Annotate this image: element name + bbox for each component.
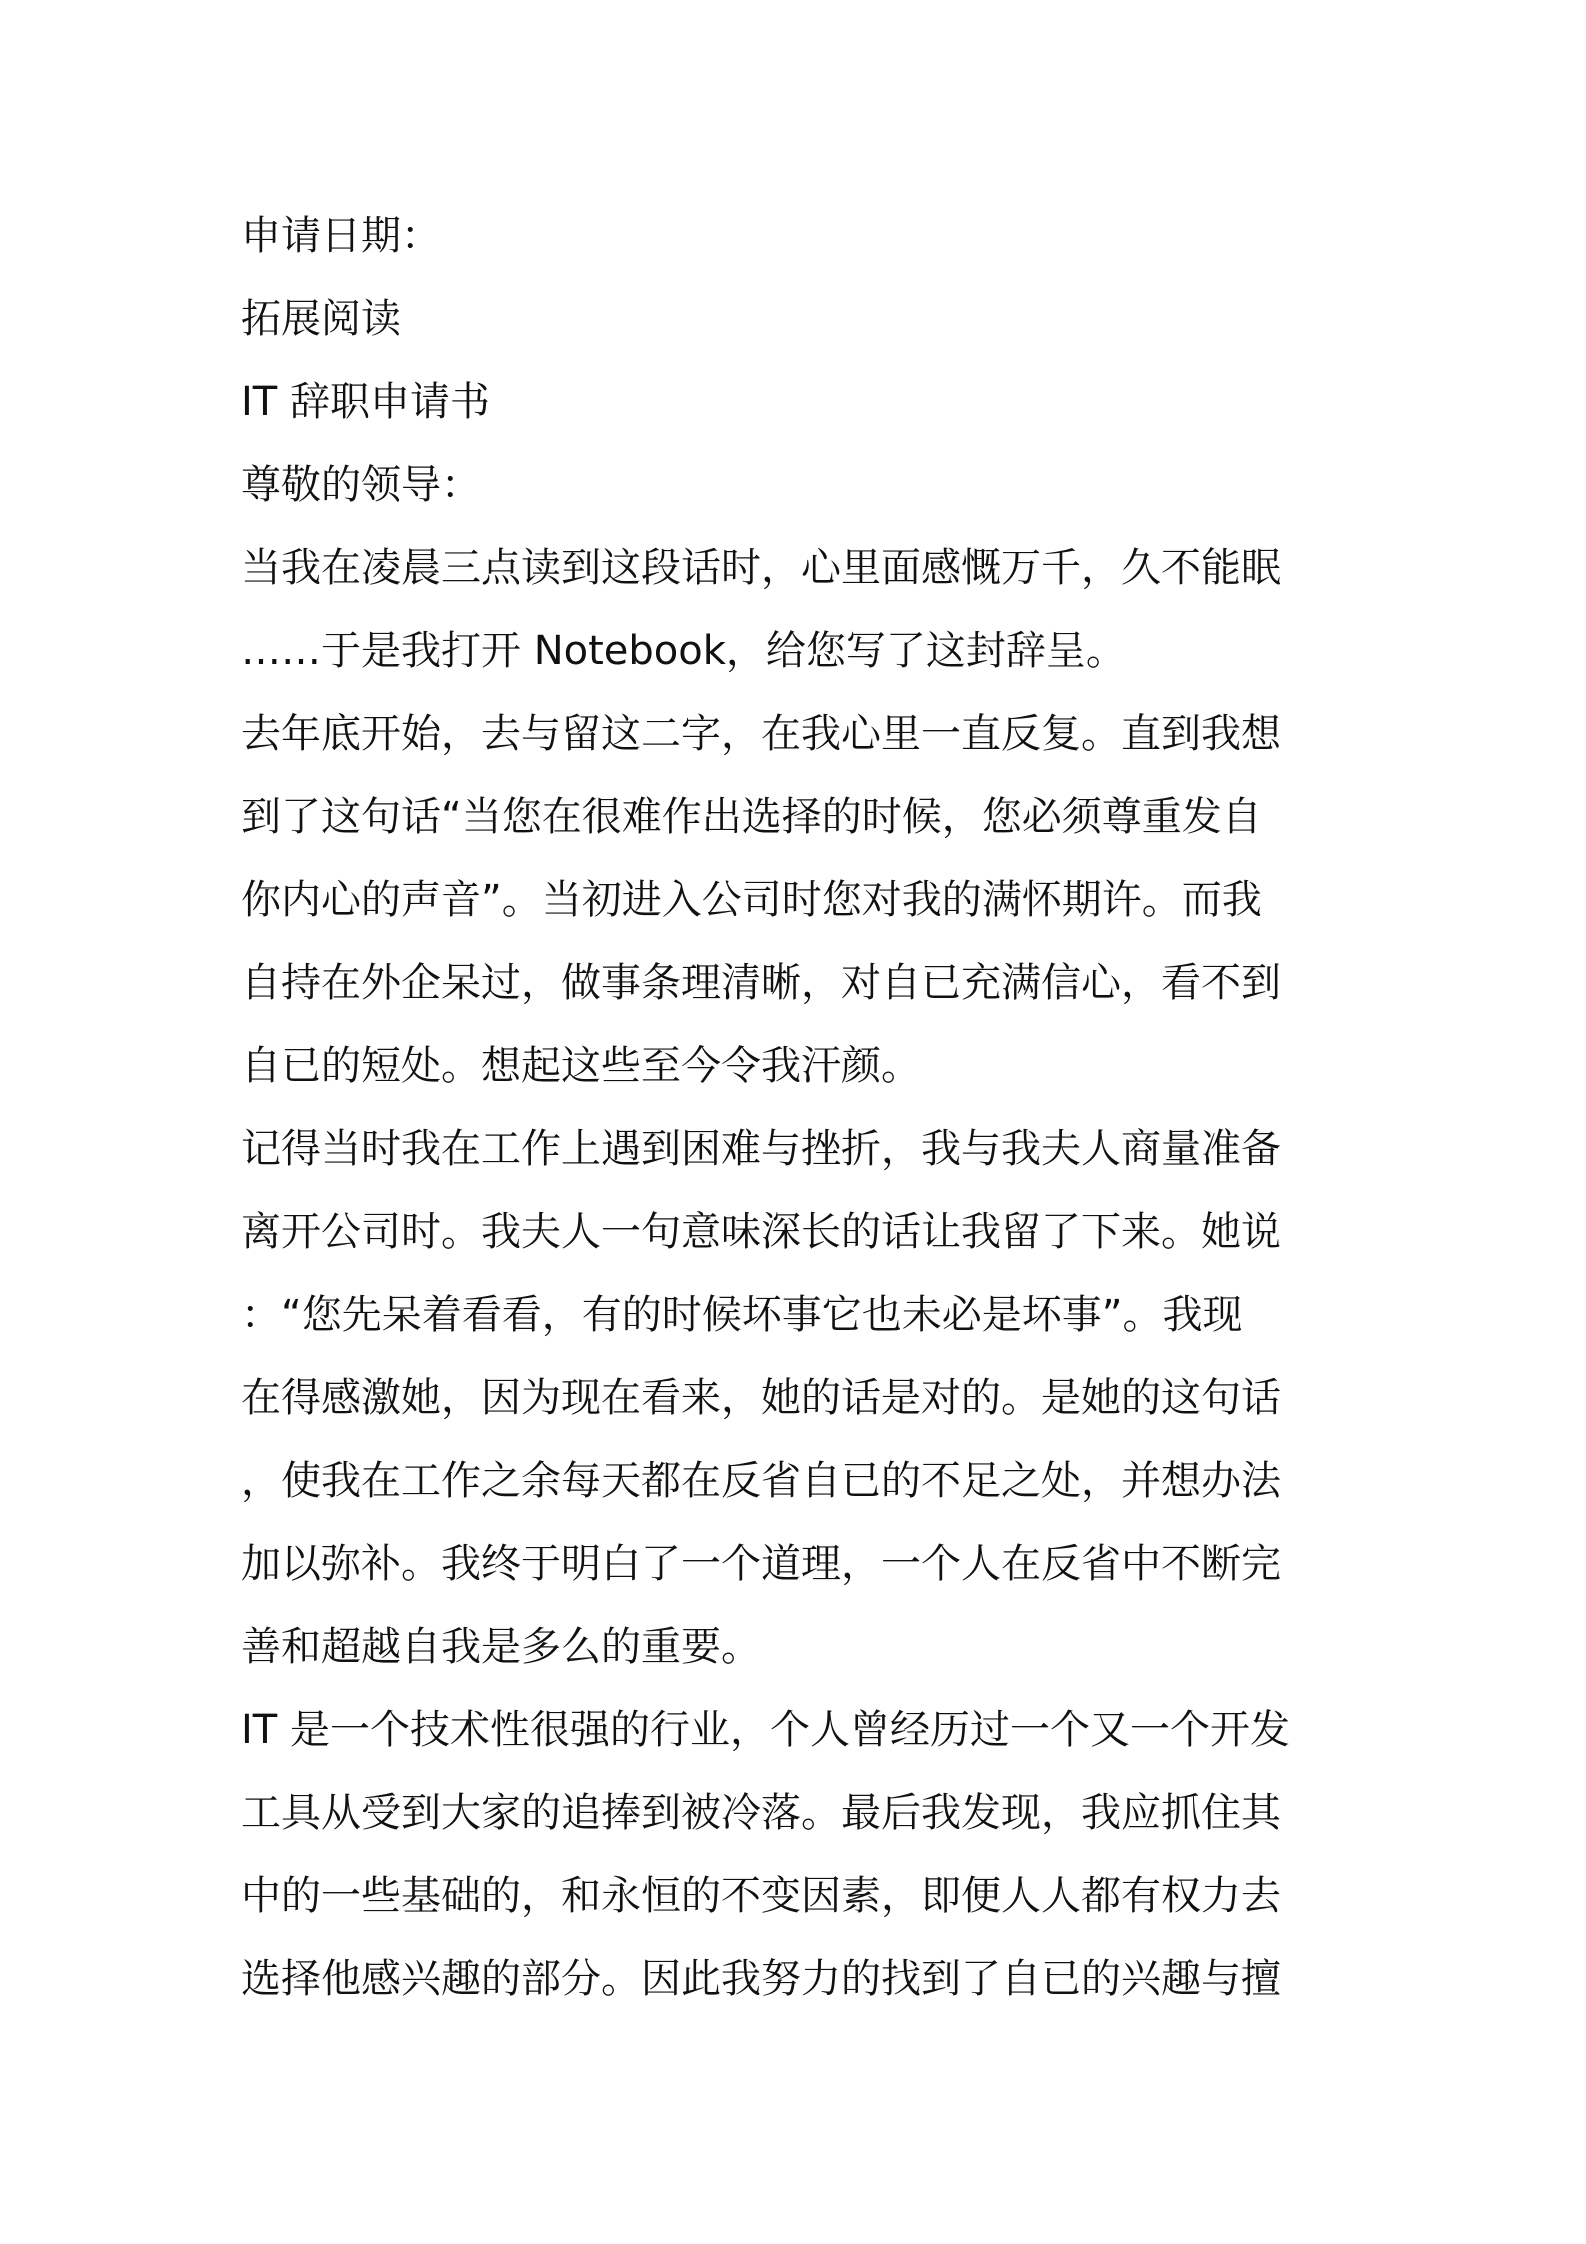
text-line: 离开公司时。我夫人一句意味深长的话让我留了下来。她说 — [241, 1209, 1281, 1255]
text-line: ……于是我打开 Notebook，给您写了这封辞呈。 — [241, 628, 1126, 674]
application-date-label: 申请日期： — [241, 213, 441, 259]
document-body — [241, 195, 1361, 2021]
letter-title: IT 辞职申请书 — [241, 379, 490, 425]
text-line: 自持在外企呆过，做事条理清晰，对自已充满信心，看不到 — [241, 960, 1281, 1006]
text-line: 到了这句话“当您在很难作出选择的时候，您必须尊重发自 — [241, 794, 1262, 840]
text-line: 你内心的声音”。当初进入公司时您对我的满怀期许。而我 — [241, 877, 1262, 923]
text-line: ，使我在工作之余每天都在反省自已的不足之处，并想办法 — [241, 1458, 1281, 1504]
text-line: 去年底开始，去与留这二字，在我心里一直反复。直到我想 — [241, 711, 1281, 757]
text-line: 善和超越自我是多么的重要。 — [241, 1624, 761, 1670]
text-line: 选择他感兴趣的部分。因此我努力的找到了自已的兴趣与擅 — [241, 1956, 1281, 2002]
text-line: 在得感激她，因为现在看来，她的话是对的。是她的这句话 — [241, 1375, 1281, 1421]
text-line: 中的一些基础的，和永恒的不变因素，即便人人都有权力去 — [241, 1873, 1281, 1919]
salutation: 尊敬的领导： — [241, 462, 481, 508]
extended-reading-heading: 拓展阅读 — [241, 296, 401, 342]
text-line: 自已的短处。想起这些至今令我汗颜。 — [241, 1043, 921, 1089]
text-line: 工具从受到大家的追捧到被冷落。最后我发现，我应抓住其 — [241, 1790, 1281, 1836]
text-line: 记得当时我在工作上遇到困难与挫折，我与我夫人商量准备 — [241, 1126, 1281, 1172]
text-line: 当我在凌晨三点读到这段话时，心里面感慨万千，久不能眠 — [241, 545, 1281, 591]
text-line: IT 是一个技术性很强的行业，个人曾经历过一个又一个开发 — [241, 1707, 1290, 1753]
text-line: ：“您先呆着看看，有的时候坏事它也未必是坏事”。我现 — [241, 1292, 1243, 1338]
text-line: 加以弥补。我终于明白了一个道理，一个人在反省中不断完 — [241, 1541, 1281, 1587]
